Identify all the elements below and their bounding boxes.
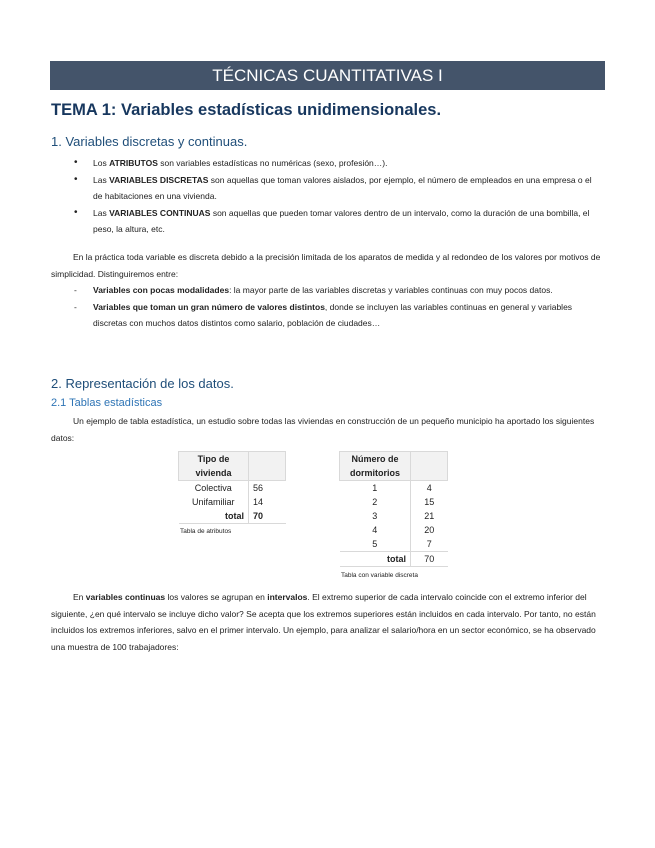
subsection-2-1-heading: 2.1 Tablas estadísticas <box>51 397 163 409</box>
table-dormitorios <box>339 451 448 567</box>
dash-list <box>74 282 602 332</box>
table-atributos <box>178 451 286 524</box>
bullet-atributos: • Los ATRIBUTOS son variables estadísticas no numéricas (sexo, profesión…). <box>74 155 602 172</box>
paragraph-continuas: En variables continuas los valores se agrupan en intervalos. El extremo superior de cada intervalo coincide con el extremo inferior del siguiente, ¿en qué intervalo se incluye dicho valor? Se acepta que los extremos superiores están incluidos en cada intervalo. Por tanto, no están incluidos los extremos inferiores, salvo en el primer intervalo. Un ejemplo, para analizar el salario/hora en un sector económico, se ha observado una muestra de 100 trabajadores: <box>51 592 596 652</box>
table-header-dormitorios: Número de dormitorios <box>340 452 411 481</box>
dash-icon: - <box>74 285 77 295</box>
bullet-dot-icon: • <box>74 206 78 218</box>
paragraph-ejemplo: Un ejemplo de tabla estadística, un estudio sobre todas las viviendas en construcción de un pequeño municipio ha aportado los siguientes datos: <box>51 416 595 443</box>
course-banner: TÉCNICAS CUANTITATIVAS I <box>50 61 605 90</box>
table-total-row: total 70 <box>179 509 286 524</box>
table-row: 3 21 <box>340 509 448 523</box>
bullet-discretas: • Las VARIABLES DISCRETAS son aquellas que toman valores aislados, por ejemplo, el número de empleados en una empresa o el de habitaciones en una vivienda. <box>74 173 592 201</box>
dash-icon: - <box>74 301 77 312</box>
table-header-empty <box>249 452 286 481</box>
table-row: 2 15 <box>340 495 448 509</box>
caption-tabla-atributos: Tabla de atributos <box>180 528 232 535</box>
table-row: Unifamiliar 14 <box>179 495 286 509</box>
dash-item-pocas: - Variables con pocas modalidades: la mayor parte de las variables discretas y variables continuas con muy pocos datos. <box>74 282 602 299</box>
bullet-dot-icon: • <box>74 173 78 185</box>
bullet-list <box>74 155 602 238</box>
table-total-row: total 70 <box>340 552 448 567</box>
dash-item-gran-numero: - Variables que toman un gran número de valores distintos, donde se incluyen las variables continuas en general y variables discretas con muchos datos distintos como salario, población de ciudades… <box>74 299 602 332</box>
table-row: 4 20 <box>340 523 448 537</box>
table-row: Colectiva 56 <box>179 481 286 496</box>
table-header-empty <box>411 452 448 481</box>
table-row: 5 7 <box>340 537 448 552</box>
table-header-tipo: Tipo de vivienda <box>179 452 249 481</box>
section-2-heading: 2. Representación de los datos. <box>51 376 234 391</box>
tema-title: TEMA 1: Variables estadísticas unidimensionales. <box>51 101 442 119</box>
bullet-continuas: • Las VARIABLES CONTINUAS son aquellas que pueden tomar valores dentro de un intervalo, como la duración de una bombilla, el peso, la altura, etc. <box>74 206 590 234</box>
table-row: 1 4 <box>340 481 448 496</box>
paragraph-practica: En la práctica toda variable es discreta debido a la precisión limitada de los aparatos de medida y al redondeo de los valores por motivos de simplicidad. Distinguiremos entre: <box>51 252 601 279</box>
bullet-dot-icon: • <box>74 157 78 168</box>
caption-tabla-discreta: Tabla con variable discreta <box>341 572 418 579</box>
section-1-heading: 1. Variables discretas y continuas. <box>51 134 248 149</box>
